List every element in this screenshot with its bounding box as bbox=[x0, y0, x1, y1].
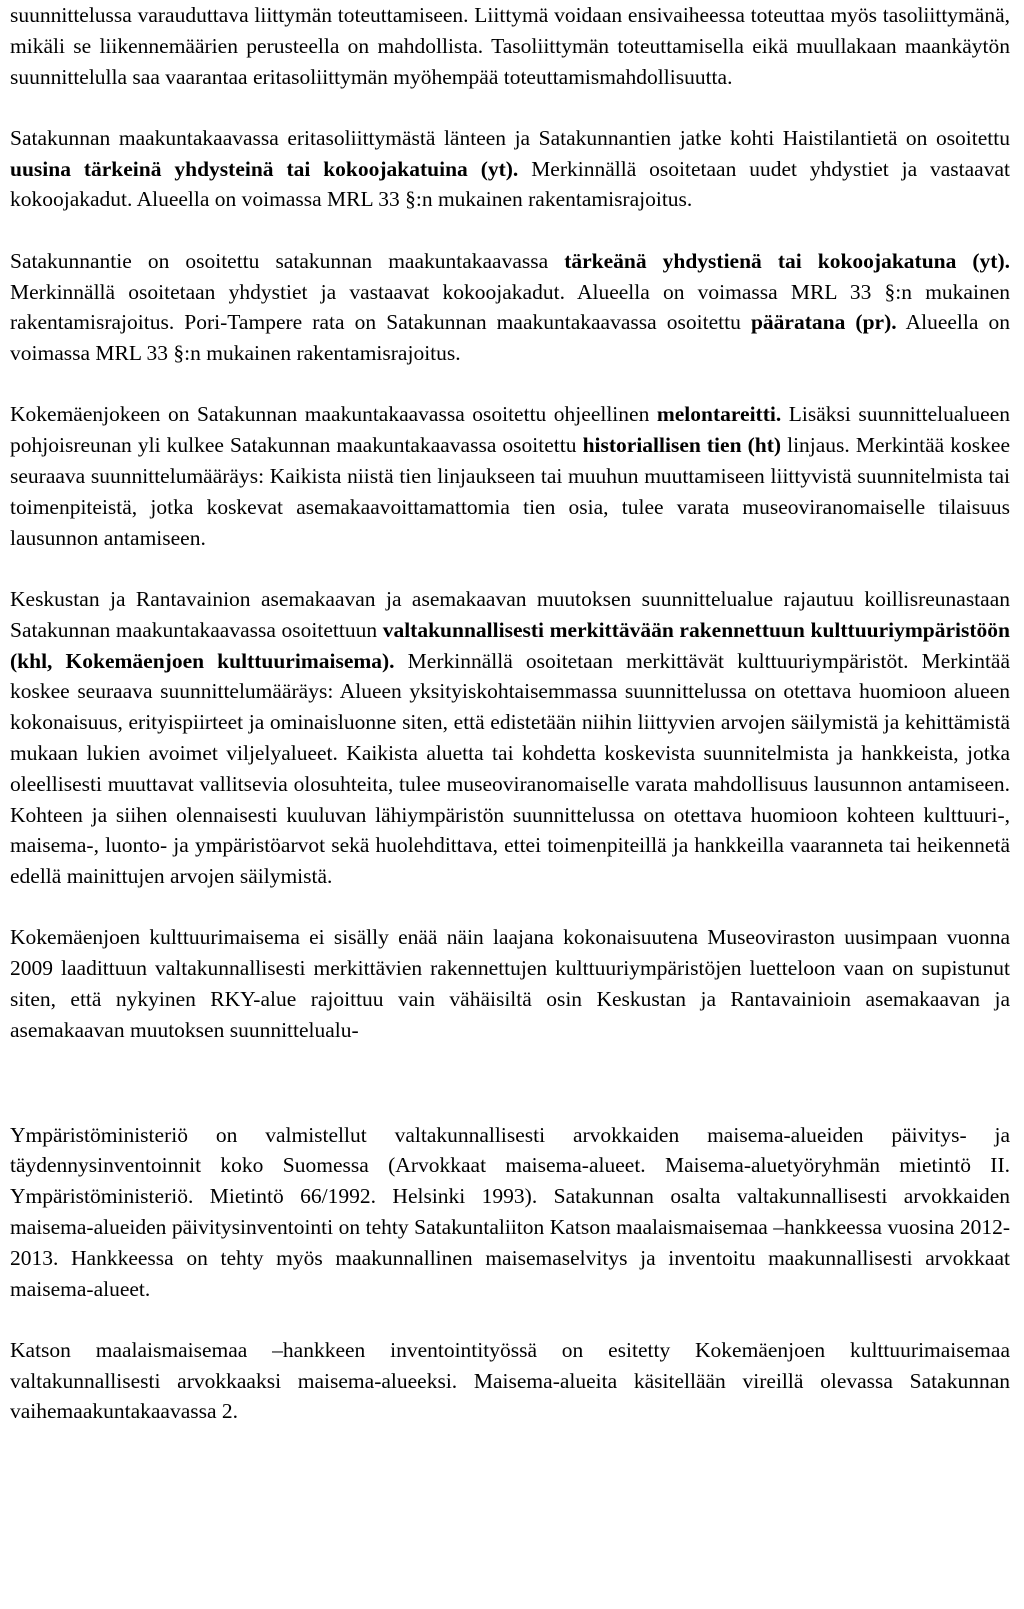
bold-term: pääratana (pr). bbox=[750, 310, 897, 335]
bold-term: tärkeänä yhdystienä tai kokoojakatuna (yt). bbox=[564, 248, 1010, 273]
text-segment: Kokemäenjoen kulttuurimaisema ei sisälly enää näin laajana kokonaisuutena Museoviraston uusimpaan vuonna 2009 laadittuun valtakunnallisesti merkittävien rakennettujen kulttuuriympäristöjen luetteloon vaan on supistunut siten, että nykyinen RKY-alue rajoittuu vain vähäisiltä osin Keskustan ja Rantavainioin asemakaavan ja asemakaavan muutoksen suunnittelualu- bbox=[10, 925, 1010, 1042]
text-segment: Kokemäenjokeen on Satakunnan maakuntakaavassa osoitettu ohjeellinen bbox=[10, 402, 657, 427]
paragraph-interchange-planning bbox=[10, 0, 1010, 92]
text-segment: Satakunnantie on osoitettu satakunnan maakuntakaavassa bbox=[10, 248, 565, 273]
paragraph-landscape-inventory bbox=[10, 1120, 1010, 1305]
text-segment: Merkinnällä osoitetaan uudet yhdystiet ja vastaavat kokoojakadut. Alueella on voimassa MRL 33 §:n mukainen rakentamisrajoitus. bbox=[10, 156, 1010, 212]
paragraph-new-connecting-roads bbox=[10, 123, 1010, 215]
text-segment: Katson maalaismaisemaa –hankkeen inventointityössä on esitetty Kokemäenjoen kulttuurimaisemaa valtakunnallisesti arvokkaaksi maisema-alueeksi. Maisema-alueita käsitellään vireillä olevassa Satakunnan vaihemaakuntakaavassa 2. bbox=[10, 1337, 1010, 1424]
bold-term: melontareitti. bbox=[656, 402, 782, 427]
text-segment: linjaus. Merkintää koskee seuraava suunnittelumääräys: Kaikista niistä tien linjaukseen tai muuhun muuttamiseen liittyvistä suunnitelmista tai toimenpiteistä, jotka koskevat asemakaavoittamattomia tien osia, tulee varata museoviranomaiselle tilaisuus lausunnon antamiseen. bbox=[10, 433, 1010, 550]
paragraph-cultural-environment bbox=[10, 584, 1010, 892]
text-segment: Keskustan ja Rantavainion asemakaavan ja asemakaavan muutoksen suunnittelualue rajautuu koillisreunastaan Satakunnan maakuntakaavassa osoitettuun bbox=[10, 586, 1010, 642]
bold-term: uusina tärkeinä yhdysteinä tai kokoojakatuina (yt). bbox=[10, 156, 519, 181]
text-segment: Merkinnällä osoitetaan merkittävät kulttuuriympäristöt. Merkintää koskee seuraava suunnittelumääräys: Alueen yksityiskohtaisemmassa suunnittelussa on otettava huomioon alueen kokonaisuus, erityispiirteet ja ominaisluonne siten, että edistetään niihin liittyvien arvojen säilymistä ja kehittämistä mukaan lukien avoimet viljelyalueet. Kaikista aluetta tai kohdetta koskevista suunnitelmista ja hankkeista, jotka oleellisesti muuttavat vallitsevia olosuhteita, tulee museoviranomaiselle varata mahdollisuus lausunnon antamiseen. Kohteen ja siihen olennaisesti kuuluvan lähiympäristön suunnittelussa on otettava huomioon kohteen kulttuuri-, maisema-, luonto- ja ympäristöarvot sekä huolehdittava, ettei toimenpiteillä ja hankkeilla vaaranneta tai heikennetä edellä mainittujen arvojen säilymistä. bbox=[10, 648, 1010, 889]
text-segment: Alueella on voimassa MRL 33 §:n mukainen rakentamisrajoitus. bbox=[10, 310, 1011, 366]
text-segment: Lisäksi suunnittelualueen pohjoisreunan yli kulkee Satakunnan maakuntakaavassa osoitettu bbox=[10, 402, 1010, 458]
bold-term: historiallisen tien (ht) bbox=[582, 433, 782, 458]
paragraph-katson-project bbox=[10, 1335, 1010, 1427]
paragraph-cultural-landscape-rky bbox=[10, 922, 1010, 1045]
document-page bbox=[10, 0, 1010, 1427]
text-segment: Merkinnällä osoitetaan yhdystiet ja vastaavat kokoojakadut. Alueella on voimassa MRL 33 §:n mukainen rakentamisrajoitus. Pori-Tampere rata on Satakunnan maakuntakaavassa osoitettu bbox=[10, 279, 1010, 335]
bold-term: valtakunnallisesti merkittävään rakennettuun kulttuuriympäristöön (khl, Kokemäenjoen kulttuurimaisema). bbox=[10, 617, 1010, 673]
text-segment: suunnittelussa varauduttava liittymän toteuttamiseen. Liittymä voidaan ensivaiheessa toteuttaa myös tasoliittymänä, mikäli se liikennemäärien perusteella on mahdollista. Tasoliittymän toteuttamisella eikä muullakaan maankäytön suunnittelulla saa vaarantaa eritasoliittymän myöhempää toteuttamismahdollisuutta. bbox=[10, 3, 1010, 89]
paragraph-satakunnantie-railway bbox=[10, 246, 1010, 369]
text-segment: Ympäristöministeriö on valmistellut valtakunnallisesti arvokkaiden maisema-alueiden päivitys- ja täydennysinventoinnit koko Suomessa (Arvokkaat maisema-alueet. Maisema-aluetyöryhmän mietintö II. Ympäristöministeriö. Mietintö 66/1992. Helsinki 1993). Satakunnan osalta valtakunnallisesti arvokkaiden maisema-alueiden päivitysinventointi on tehty Satakuntaliiton Katson maalaismaisemaa –hankkeessa vuosina 2012-2013. Hankkeessa on tehty myös maakunnallinen maisemaselvitys ja inventoitu maakunnallisesti arvokkaat maisema-alueet. bbox=[10, 1122, 1010, 1301]
text-segment: Satakunnan maakuntakaavassa eritasoliittymästä länteen ja Satakunnantien jatke kohti Haistilantietä on osoitettu bbox=[10, 125, 1010, 150]
paragraph-canoe-route-historic-road bbox=[10, 399, 1010, 553]
